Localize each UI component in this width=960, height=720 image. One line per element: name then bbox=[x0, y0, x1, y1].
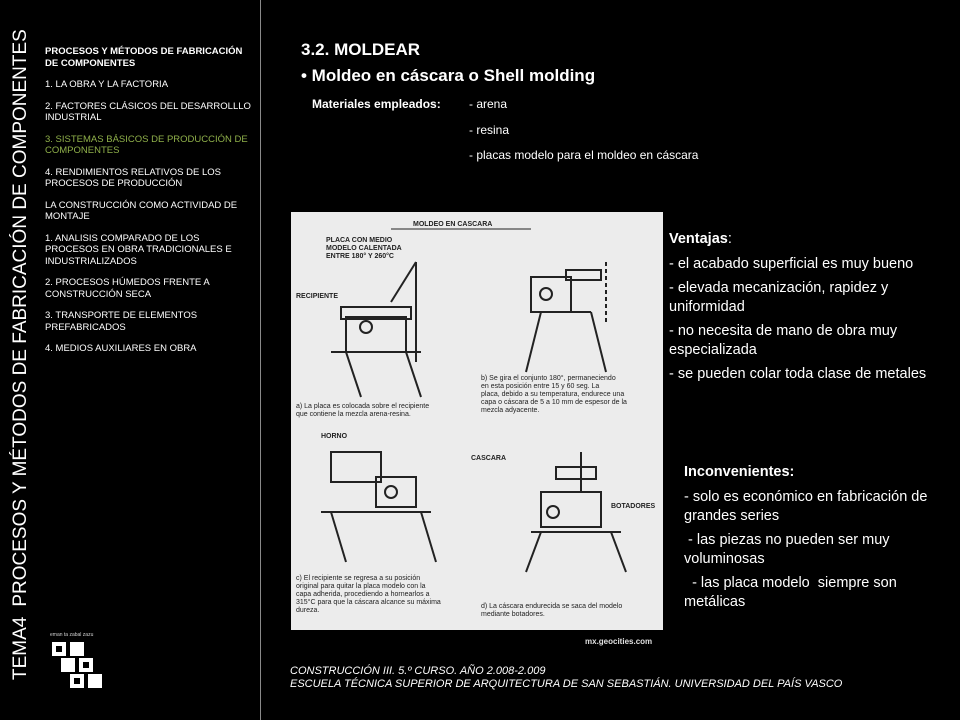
nav-item[interactable]: 3. TRANSPORTE DE ELEMENTOS PREFABRICADOS bbox=[45, 310, 198, 333]
footer bbox=[290, 665, 842, 691]
section-subtitle: • Moldeo en cáscara o Shell molding bbox=[301, 66, 596, 85]
caption-b: b) Se gira el conjunto 180°, permaneciendo en esta posición entre 15 y 60 seg. La placa, debido a su temperatura, endurece una capa o cáscara de 5 a 10 mm de espesor de la mezcla adyacente. bbox=[481, 375, 627, 414]
vertical-title-text bbox=[9, 29, 31, 680]
label-placa: PLACA CON MEDIO MODELO CALENTADA ENTRE 180° Y 260°C bbox=[326, 237, 402, 260]
label-recipiente: RECIPIENTE bbox=[296, 293, 339, 300]
footer-course: CONSTRUCCIÓN III. 5.º CURSO. AÑO 2.008-2.009 bbox=[290, 665, 546, 677]
nav-item[interactable]: LA CONSTRUCCIÓN COMO ACTIVIDAD DE MONTAJE bbox=[45, 199, 238, 222]
nav-item[interactable]: 2. FACTORES CLÁSICOS DEL DESARROLLLO INDUSTRIAL bbox=[45, 100, 251, 123]
ventaja-item: - no necesita de mano de obra muy especializada bbox=[669, 323, 898, 358]
machine-c-illustration bbox=[321, 452, 436, 562]
inconveniente-item: - las piezas no pueden ser muy voluminosas bbox=[684, 532, 894, 567]
label-botadores: BOTADORES bbox=[611, 503, 656, 510]
caption-d: d) La cáscara endurecida se saca del modelo mediante botadores. bbox=[481, 603, 623, 618]
nav-item[interactable]: 1. LA OBRA Y LA FACTORIA bbox=[45, 79, 169, 90]
nav-heading: PROCESOS Y MÉTODOS DE FABRICACIÓN DE COMPONENTES bbox=[45, 46, 243, 69]
ventaja-item: - elevada mecanización, rapidez y uniformidad bbox=[669, 280, 889, 315]
logo-mark-icon bbox=[50, 640, 110, 696]
machine-d-illustration bbox=[526, 452, 626, 572]
nav-item[interactable]: 1. ANALISIS COMPARADO DE LOS PROCESOS EN OBRA TRADICIONALES E INDUSTRIALIZADOS bbox=[45, 232, 232, 267]
figure-title: MOLDEO EN CASCARA bbox=[413, 221, 493, 228]
machine-b-illustration bbox=[526, 262, 606, 372]
footer-school: ESCUELA TÉCNICA SUPERIOR DE ARQUITECTURA DE SAN SEBASTIÁN. UNIVERSIDAD DEL PAÍS VASCO bbox=[290, 678, 843, 690]
vertical-title-prefix: TEMA4 bbox=[10, 616, 31, 680]
label-horno: HORNO bbox=[321, 433, 348, 440]
nav-item-active[interactable]: 3. SISTEMAS BÁSICOS DE PRODUCCIÓN DE COMPONENTES bbox=[45, 133, 248, 156]
ventajas-heading: Ventajas bbox=[669, 231, 728, 247]
vertical-title-main: PROCESOS Y MÉTODOS DE FABRICACIÓN DE COMPONENTES bbox=[10, 29, 31, 607]
logo-motto: eman ta zabal zazu bbox=[50, 632, 94, 638]
page-title: 3.2. MOLDEAR bbox=[301, 40, 421, 59]
machine-a-illustration bbox=[331, 262, 421, 397]
university-logo bbox=[50, 632, 110, 692]
nav-item[interactable]: 4. RENDIMIENTOS RELATIVOS DE LOS PROCESOS DE PRODUCCIÓN bbox=[45, 166, 221, 189]
sidebar-nav bbox=[45, 46, 255, 365]
ventajas-panel bbox=[669, 230, 959, 389]
label-cascara: CASCARA bbox=[471, 455, 506, 462]
ventaja-item: - el acabado superficial es muy bueno bbox=[669, 256, 914, 272]
caption-a: a) La placa es colocada sobre el recipiente que contiene la mezcla arena-resina. bbox=[296, 403, 430, 418]
image-credit: mx.geocities.com bbox=[585, 637, 653, 646]
shell-molding-diagram bbox=[291, 212, 663, 630]
materials-label: Materiales empleados: bbox=[312, 97, 441, 111]
inconvenientes-heading: Inconvenientes: bbox=[684, 464, 795, 480]
material-item: - arena bbox=[469, 97, 508, 111]
nav-item[interactable]: 4. MEDIOS AUXILIARES EN OBRA bbox=[45, 343, 197, 354]
ventaja-item: - se pueden colar toda clase de metales bbox=[669, 366, 927, 382]
ventajas-heading-suffix: : bbox=[727, 231, 732, 247]
material-item: - resina bbox=[469, 123, 510, 137]
inconveniente-item: - las placa modelo siempre son metálicas bbox=[684, 575, 901, 610]
caption-c: c) El recipiente se regresa a su posición original para quitar la placa modelo con la capa adherida, procediendo a hornearlos a 315°C para que la cáscara alcance su máxima dureza. bbox=[296, 575, 441, 614]
vertical-course-title bbox=[4, 20, 34, 685]
sidebar-divider bbox=[260, 0, 261, 720]
material-item: - placas modelo para el moldeo en cáscara bbox=[469, 148, 699, 162]
inconvenientes-panel bbox=[684, 463, 958, 617]
nav-item[interactable]: 2. PROCESOS HÚMEDOS FRENTE A CONSTRUCCIÓN SECA bbox=[45, 277, 210, 300]
inconveniente-item: - solo es económico en fabricación de grandes series bbox=[684, 489, 928, 524]
